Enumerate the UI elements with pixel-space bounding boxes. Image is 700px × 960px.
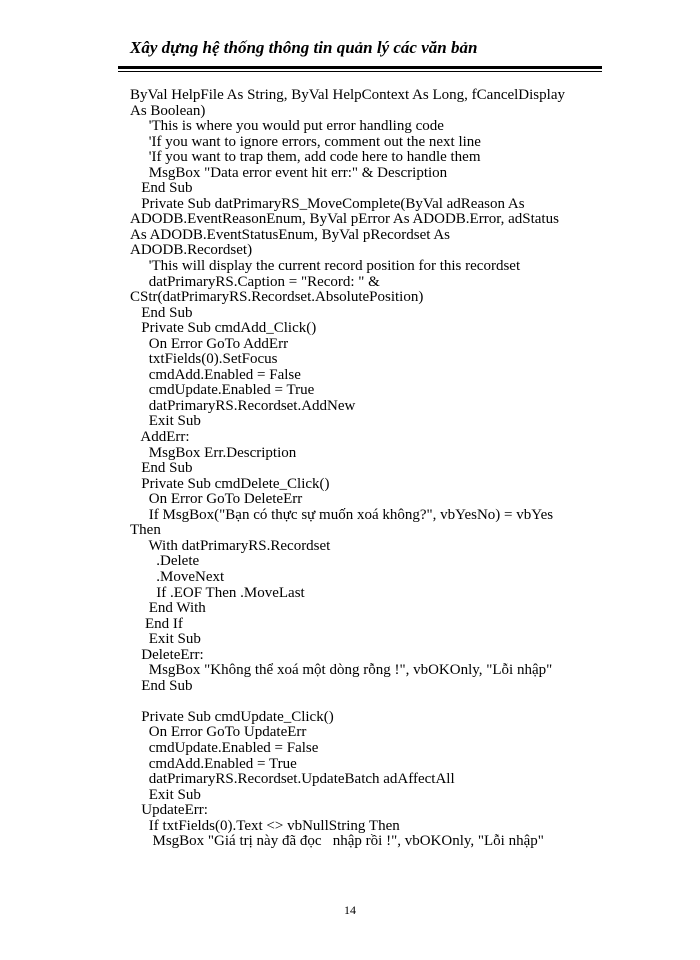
- code-line: 'This is where you would put error handling code: [130, 118, 444, 135]
- code-line: cmdAdd.Enabled = False: [130, 366, 301, 383]
- code-line: Then: [130, 522, 161, 539]
- page-header-title: Xây dựng hệ thống thông tin quản lý các văn bản: [130, 38, 478, 57]
- code-line: MsgBox "Không thể xoá một dòng rỗng !", vbOKOnly, "Lỗi nhập": [130, 662, 553, 679]
- code-line: End Sub: [130, 180, 193, 197]
- code-line: If txtFields(0).Text <> vbNullString Then: [130, 817, 400, 834]
- code-line: cmdUpdate.Enabled = True: [130, 382, 315, 399]
- code-line: datPrimaryRS.Caption = "Record: " &: [130, 273, 380, 290]
- code-line: End Sub: [130, 304, 193, 321]
- code-line: txtFields(0).SetFocus: [130, 351, 278, 368]
- code-line: Private Sub cmdDelete_Click(): [130, 475, 330, 492]
- code-line: Exit Sub: [130, 413, 201, 430]
- code-line: 'If you want to ignore errors, comment out the next line: [130, 133, 481, 150]
- code-line: Private Sub datPrimaryRS_MoveComplete(ByVal adReason As: [130, 195, 525, 212]
- code-line: ADODB.Recordset): [130, 242, 253, 259]
- code-line: Exit Sub: [130, 631, 201, 648]
- code-line: End If: [130, 615, 183, 632]
- code-line: On Error GoTo DeleteErr: [130, 491, 303, 508]
- code-listing: [130, 88, 600, 850]
- code-line: datPrimaryRS.Recordset.AddNew: [130, 397, 356, 414]
- code-line: datPrimaryRS.Recordset.UpdateBatch adAffectAll: [130, 771, 455, 788]
- code-line: End Sub: [130, 677, 193, 694]
- header-rule-thin: [118, 71, 602, 72]
- code-line: End With: [130, 600, 206, 617]
- code-line: AddErr:: [130, 429, 190, 446]
- code-line: 'This will display the current record position for this recordset: [130, 258, 521, 275]
- code-line: cmdAdd.Enabled = True: [130, 755, 297, 772]
- code-line: ADODB.EventReasonEnum, ByVal pError As ADODB.Error, adStatus: [130, 211, 559, 228]
- code-line: MsgBox "Giá trị này đã đọc nhập rồi !", vbOKOnly, "Lỗi nhập": [130, 833, 544, 850]
- code-line: If MsgBox("Bạn có thực sự muốn xoá không?", vbYesNo) = vbYes: [130, 506, 554, 523]
- code-line: Private Sub cmdAdd_Click(): [130, 320, 317, 337]
- code-line: [130, 694, 600, 710]
- code-line: With datPrimaryRS.Recordset: [130, 537, 331, 554]
- code-line: ByVal HelpFile As String, ByVal HelpContext As Long, fCancelDisplay: [130, 87, 565, 103]
- page-number: 14: [344, 903, 356, 917]
- code-line: On Error GoTo UpdateErr: [130, 724, 307, 741]
- code-line: End Sub: [130, 460, 193, 477]
- code-line: MsgBox Err.Description: [130, 444, 297, 461]
- code-line: UpdateErr:: [130, 802, 208, 819]
- header-rule-thick: [118, 66, 602, 69]
- code-line: If .EOF Then .MoveLast: [130, 584, 305, 601]
- code-line: Exit Sub: [130, 786, 201, 803]
- code-line: MsgBox "Data error event hit err:" & Description: [130, 164, 448, 181]
- code-line: On Error GoTo AddErr: [130, 335, 289, 352]
- code-line: As ADODB.EventStatusEnum, ByVal pRecordset As: [130, 226, 450, 243]
- code-line: cmdUpdate.Enabled = False: [130, 739, 319, 756]
- code-line: As Boolean): [130, 102, 206, 119]
- code-line: DeleteErr:: [130, 646, 204, 663]
- code-line: CStr(datPrimaryRS.Recordset.AbsolutePosition): [130, 289, 424, 306]
- code-line: .Delete: [130, 553, 200, 570]
- code-line: 'If you want to trap them, add code here to handle them: [130, 149, 481, 166]
- code-line: .MoveNext: [130, 568, 225, 585]
- code-line: Private Sub cmdUpdate_Click(): [130, 708, 334, 725]
